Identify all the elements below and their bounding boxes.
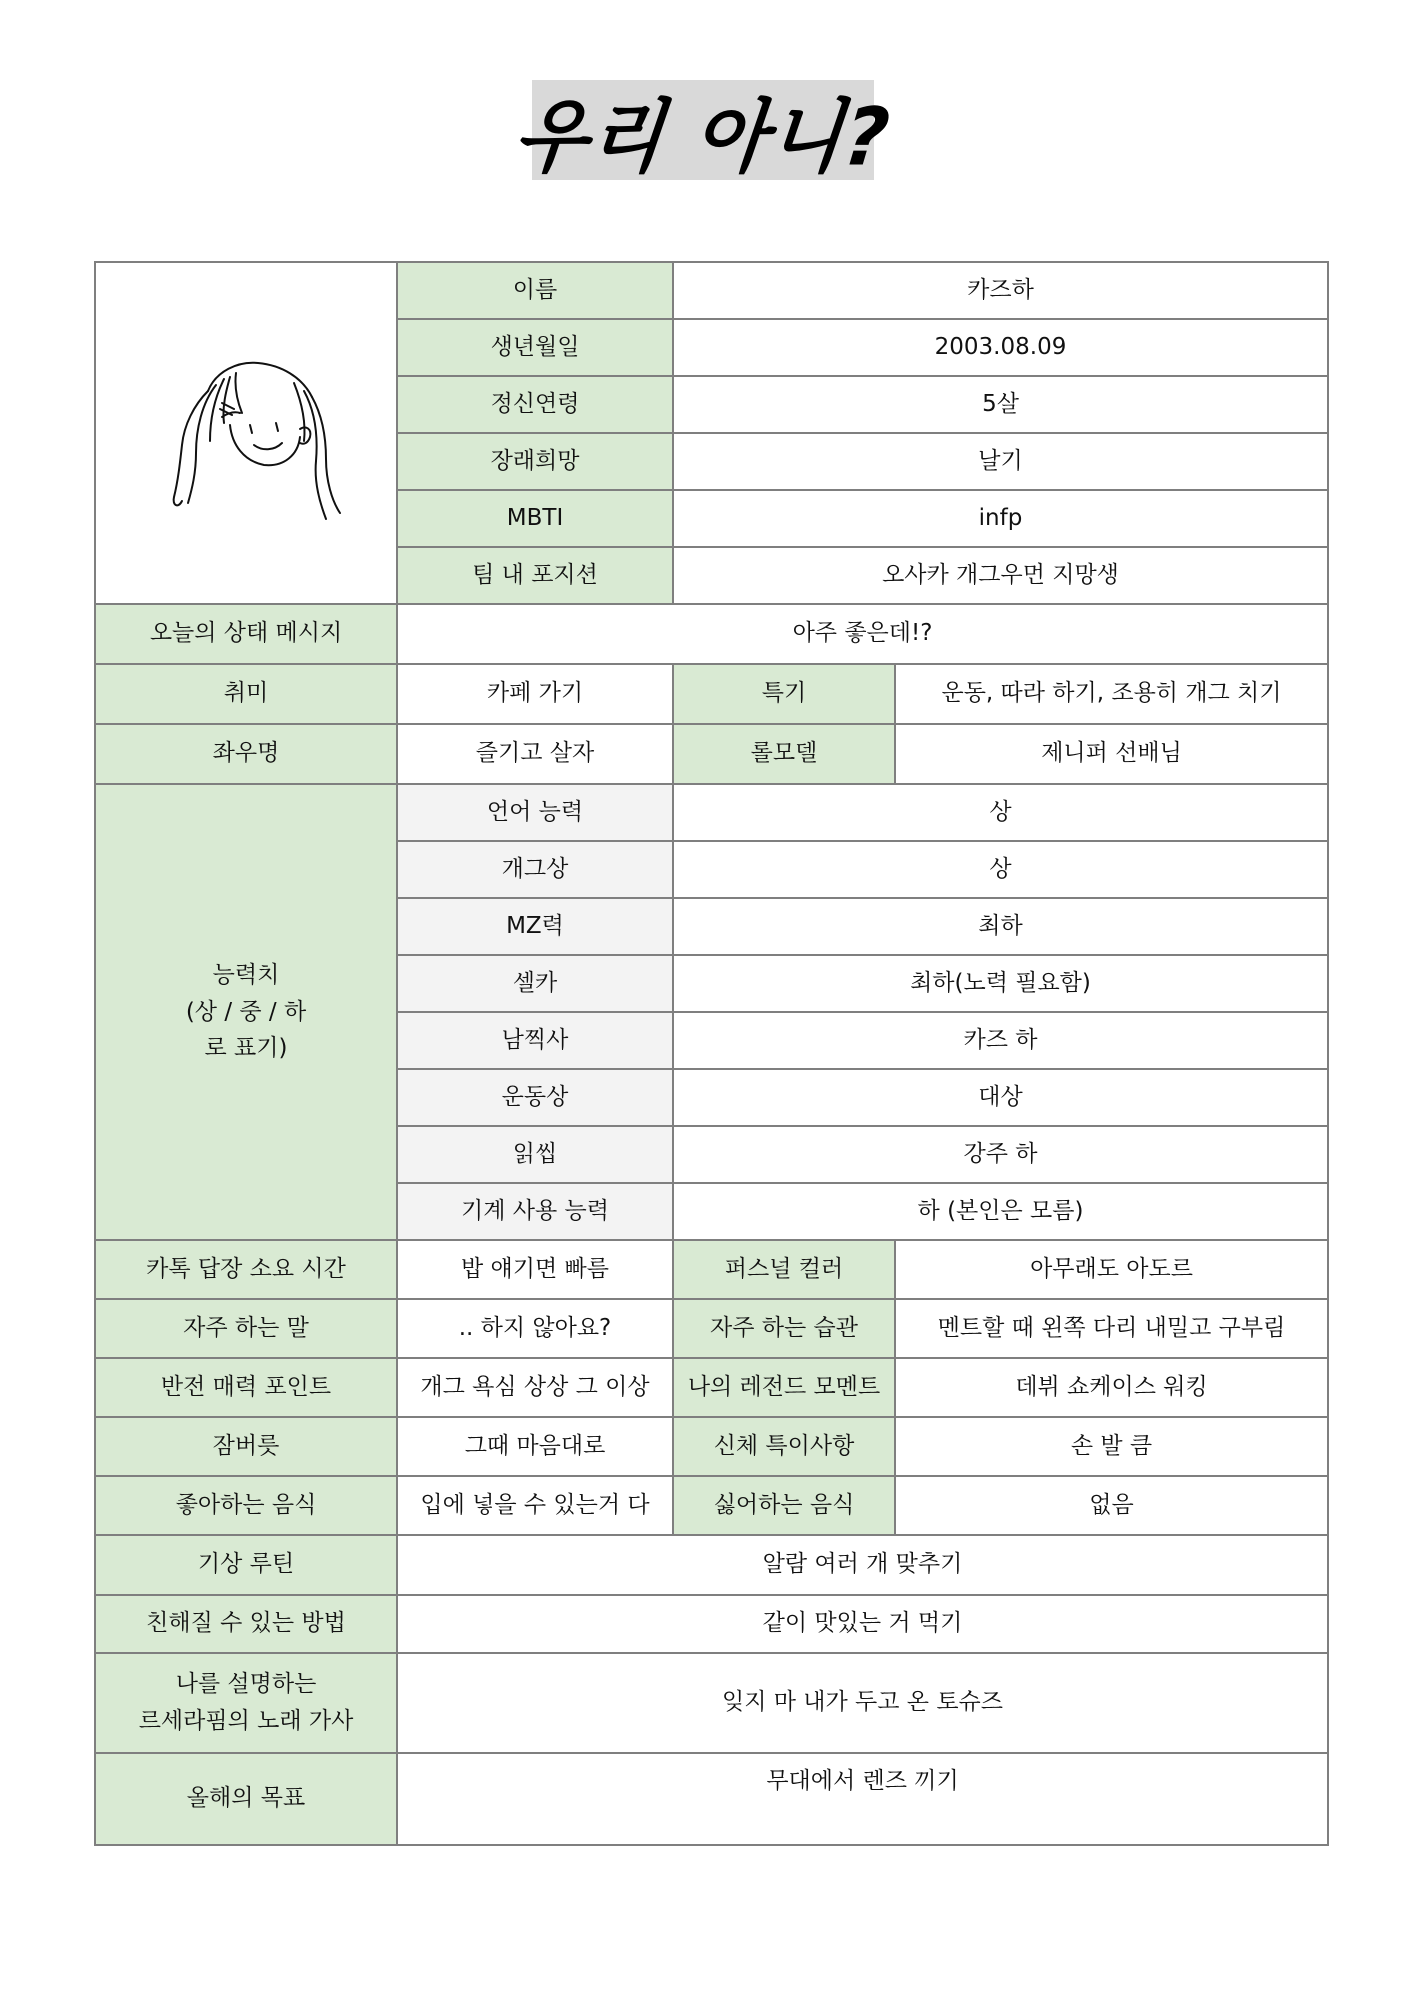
friend-value: 같이 맛있는 거 먹기: [397, 1595, 1328, 1653]
motto-row: [95, 724, 1328, 784]
abilities-label-line1: 능력치: [212, 961, 280, 988]
status-label: 오늘의 상태 메시지: [95, 604, 397, 664]
pair-value-right: 없음: [895, 1476, 1328, 1535]
pair-row: [95, 1240, 1328, 1299]
pair-value-left: 개그 욕심 상상 그 이상: [397, 1358, 673, 1417]
lyrics-row: [95, 1653, 1328, 1753]
mental-age-value: 5살: [673, 376, 1328, 433]
pair-label-right: 퍼스널 컬러: [673, 1240, 895, 1299]
pair-value-right: 데뷔 쇼케이스 워킹: [895, 1358, 1328, 1417]
lyrics-label-line2: 르세라핌의 노래 가사: [138, 1708, 354, 1734]
goal-label: 올해의 목표: [95, 1753, 397, 1845]
position-value: 오사카 개그우먼 지망생: [673, 547, 1328, 604]
dream-value: 날기: [673, 433, 1328, 490]
pair-value-right: 손 발 큼: [895, 1417, 1328, 1476]
pair-label-left: 자주 하는 말: [95, 1299, 397, 1358]
ability-name: 언어 능력: [397, 784, 673, 841]
routine-label: 기상 루틴: [95, 1535, 397, 1595]
ability-value: 대상: [673, 1069, 1328, 1126]
motto-value: 즐기고 살자: [397, 724, 673, 784]
ability-name: 운동상: [397, 1069, 673, 1126]
ability-value: 강주 하: [673, 1126, 1328, 1183]
title-banner: [509, 80, 896, 184]
routine-row: [95, 1535, 1328, 1595]
pair-value-left: 밥 얘기면 빠름: [397, 1240, 673, 1299]
pair-row: [95, 1358, 1328, 1417]
hobby-row: [95, 664, 1328, 724]
mbti-label: MBTI: [397, 490, 673, 547]
rolemodel-label: 롤모델: [673, 724, 895, 784]
goal-row: [95, 1753, 1328, 1845]
ability-value: 상: [673, 841, 1328, 898]
pair-label-left: 좋아하는 음식: [95, 1476, 397, 1535]
pair-value-left: 입에 넣을 수 있는거 다: [397, 1476, 673, 1535]
ability-name: 개그상: [397, 841, 673, 898]
special-value: 운동, 따라 하기, 조용히 개그 치기: [895, 664, 1328, 724]
ability-name: 셀카: [397, 955, 673, 1012]
hobby-value: 카페 가기: [397, 664, 673, 724]
abilities-label-line3: 로 표기): [204, 1035, 288, 1062]
motto-label: 좌우명: [95, 724, 397, 784]
position-label: 팀 내 포지션: [397, 547, 673, 604]
ability-row: [95, 784, 1328, 841]
hobby-label: 취미: [95, 664, 397, 724]
ability-name: MZ력: [397, 898, 673, 955]
birth-value: 2003.08.09: [673, 319, 1328, 376]
page-title: 우리 아니?: [509, 89, 896, 184]
pair-label-right: 신체 특이사항: [673, 1417, 895, 1476]
pair-value-left: 그때 마음대로: [397, 1417, 673, 1476]
name-row: [95, 262, 1328, 319]
pair-row: [95, 1417, 1328, 1476]
ability-name: 읽씹: [397, 1126, 673, 1183]
pair-value-right: 아무래도 아도르: [895, 1240, 1328, 1299]
name-label: 이름: [397, 262, 673, 319]
pair-label-left: 잠버릇: [95, 1417, 397, 1476]
ability-value: 상: [673, 784, 1328, 841]
mbti-value: infp: [673, 490, 1328, 547]
friend-row: [95, 1595, 1328, 1653]
pair-label-right: 자주 하는 습관: [673, 1299, 895, 1358]
status-value: 아주 좋은데!?: [397, 604, 1328, 664]
pair-label-left: 카톡 답장 소요 시간: [95, 1240, 397, 1299]
lyrics-label: [95, 1653, 397, 1753]
abilities-label-line2: (상 / 중 / 하: [185, 998, 307, 1025]
ability-value: 카즈 하: [673, 1012, 1328, 1069]
pair-row: [95, 1476, 1328, 1535]
portrait-cell: [95, 262, 397, 604]
pair-label-right: 싫어하는 음식: [673, 1476, 895, 1535]
profile-table: [94, 261, 1329, 1846]
rolemodel-value: 제니퍼 선배님: [895, 724, 1328, 784]
ability-value: 최하(노력 필요함): [673, 955, 1328, 1012]
pair-row: [95, 1299, 1328, 1358]
birth-label: 생년월일: [397, 319, 673, 376]
lyrics-value: 잊지 마 내가 두고 온 토슈즈: [397, 1653, 1328, 1753]
lyrics-label-line1: 나를 설명하는: [175, 1671, 317, 1698]
friend-label: 친해질 수 있는 방법: [95, 1595, 397, 1653]
routine-value: 알람 여러 개 맞추기: [397, 1535, 1328, 1595]
name-value: 카즈하: [673, 262, 1328, 319]
dream-label: 장래희망: [397, 433, 673, 490]
special-label: 특기: [673, 664, 895, 724]
pair-label-right: 나의 레전드 모멘트: [673, 1358, 895, 1417]
ability-value: 최하: [673, 898, 1328, 955]
pair-value-right: 멘트할 때 왼쪽 다리 내밀고 구부림: [895, 1299, 1328, 1358]
goal-value: 무대에서 렌즈 끼기: [397, 1753, 1328, 1845]
pair-value-left: .. 하지 않아요?: [397, 1299, 673, 1358]
ability-value: 하 (본인은 모름): [673, 1183, 1328, 1240]
portrait-icon: [126, 333, 366, 533]
abilities-label: [95, 784, 397, 1240]
mental-age-label: 정신연령: [397, 376, 673, 433]
ability-name: 남찍사: [397, 1012, 673, 1069]
ability-name: 기계 사용 능력: [397, 1183, 673, 1240]
pair-label-left: 반전 매력 포인트: [95, 1358, 397, 1417]
status-row: [95, 604, 1328, 664]
